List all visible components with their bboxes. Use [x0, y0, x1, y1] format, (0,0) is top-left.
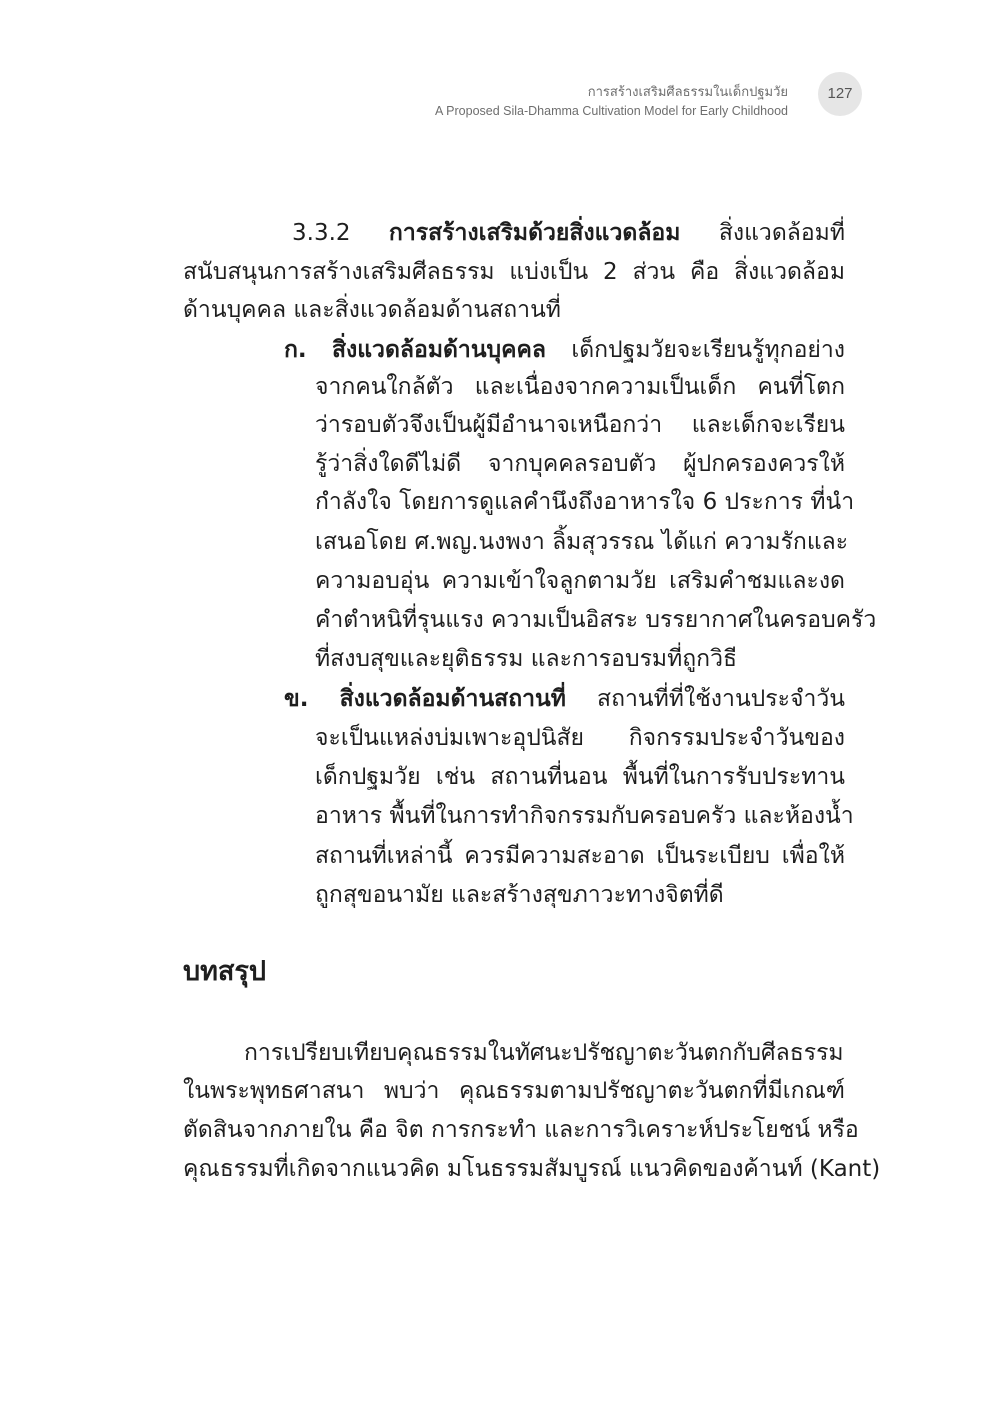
section-line-2: สนับสนุนการสร้างเสริมศีลธรรม แบ่งเป็น 2 ส่วน คือ สิ่งแวดล้อม [183, 259, 845, 285]
section-first-line [292, 218, 845, 248]
item-a-title: สิ่งแวดล้อมด้านบุคคล [331, 337, 547, 363]
item-a-line: ที่สงบสุขและยุติธรรม และการอบรมที่ถูกวิธี [315, 646, 738, 672]
item-b-marker: ข. [284, 686, 309, 712]
item-b-line: อาหาร พื้นที่ในการทำกิจกรรมกับครอบครัว และห้องน้ำ [315, 803, 854, 829]
item-b-line: สถานที่เหล่านี้ ควรมีความสะอาด เป็นระเบียบ เพื่อให้ [315, 843, 845, 869]
item-a-line: เสนอโดย ศ.พญ.นงพงา ลิ้มสุวรรณ ได้แก่ ความรักและ [315, 529, 849, 555]
conclusion-line: การเปรียบเทียบคุณธรรมในทัศนะปรัชญาตะวันตกกับศีลธรรม [244, 1040, 844, 1066]
item-b-line: ถูกสุขอนามัย และสร้างสุขภาวะทางจิตที่ดี [315, 882, 724, 908]
item-a-line: คำตำหนิที่รุนแรง ความเป็นอิสระ บรรยากาศในครอบครัว [315, 607, 877, 633]
item-a-line: ความอบอุ่น ความเข้าใจลูกตามวัย เสริมคำชมและงด [315, 568, 845, 594]
running-head-thai-title: การสร้างเสริมศีลธรรมในเด็กปฐมวัย [587, 85, 788, 100]
conclusion-line: ตัดสินจากภายใน คือ จิต การกระทำ และการวิเคราะห์ประโยชน์ หรือ [183, 1117, 859, 1143]
item-a-line: เด็กปฐมวัยจะเรียนรู้ทุกอย่าง [571, 337, 846, 363]
section-title: การสร้างเสริมด้วยสิ่งแวดล้อม [388, 220, 681, 246]
item-a-line: จากคนใกล้ตัว และเนื่องจากความเป็นเด็ก คนที่โตก [315, 374, 845, 400]
item-a-line: ว่ารอบตัวจึงเป็นผู้มีอำนาจเหนือกว่า และเด็กจะเรียน [315, 412, 845, 438]
running-head-english-title: A Proposed Sila-Dhamma Cultivation Model for Early Childhood [435, 104, 788, 118]
section-number: 3.3.2 [292, 220, 351, 246]
item-a-line: กำลังใจ โดยการดูแลคำนึงถึงอาหารใจ 6 ประการ ที่นำ [315, 489, 855, 515]
item-b-first-line [284, 684, 845, 714]
conclusion-line: ในพระพุทธศาสนา พบว่า คุณธรรมตามปรัชญาตะวันตกที่มีเกณฑ์ [183, 1078, 845, 1104]
section-line1-rest: สิ่งแวดล้อมที่ [718, 220, 845, 246]
item-b-line: จะเป็นแหล่งบ่มเพาะอุปนิสัย กิจกรรมประจำวันของ [315, 725, 845, 751]
section-line-3: ด้านบุคคล และสิ่งแวดล้อมด้านสถานที่ [183, 297, 561, 323]
item-a-line: รู้ว่าสิ่งใดดีไม่ดี จากบุคคลรอบตัว ผู้ปกครองควรให้ [315, 451, 845, 477]
item-b-title: สิ่งแวดล้อมด้านสถานที่ [339, 686, 566, 712]
item-b-line: เด็กปฐมวัย เช่น สถานที่นอน พื้นที่ในการรับประทาน [315, 764, 845, 790]
conclusion-line: คุณธรรมที่เกิดจากแนวคิด มโนธรรมสัมบูรณ์ แนวคิดของค้านท์ (Kant) [183, 1156, 881, 1182]
item-b-line: สถานที่ที่ใช้งานประจำวัน [597, 686, 846, 712]
running-head [435, 84, 788, 120]
item-a-first-line [284, 335, 845, 365]
page-number-badge: 127 [818, 72, 862, 116]
item-a-marker: ก. [284, 337, 307, 363]
conclusion-heading: บทสรุป [183, 956, 267, 987]
